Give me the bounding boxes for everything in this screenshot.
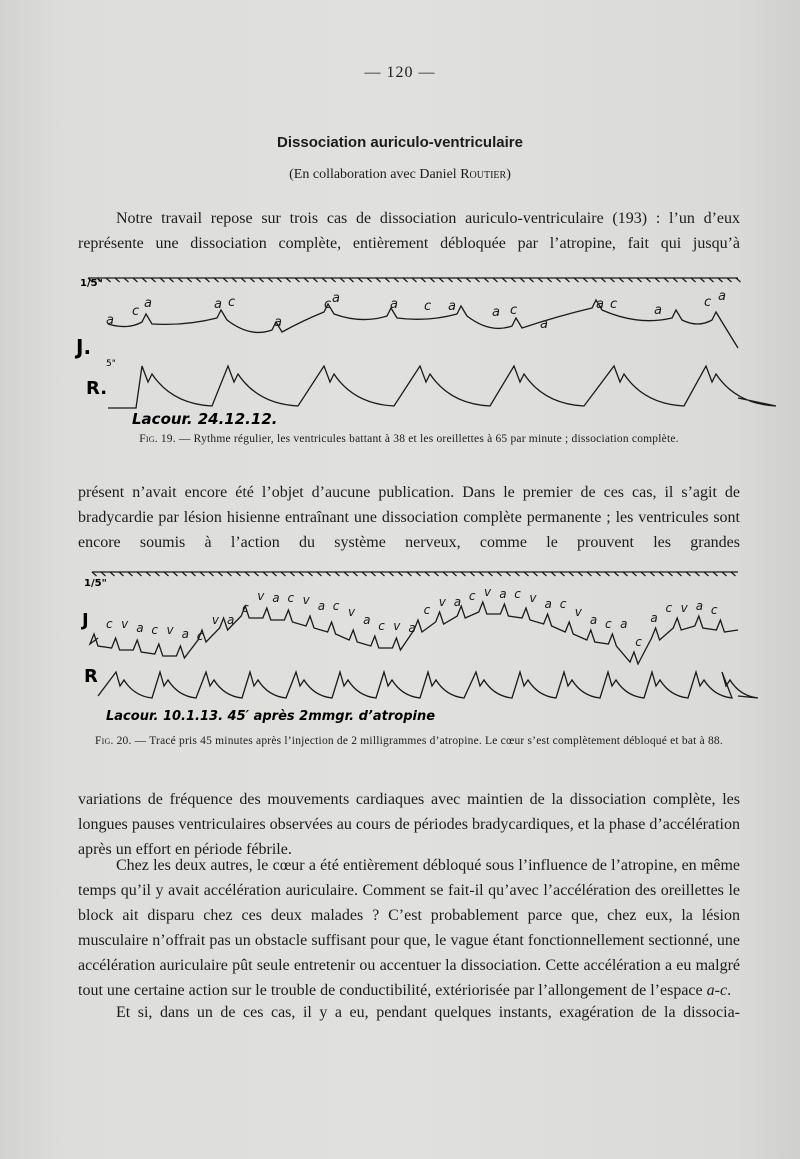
wave-letter-a: a xyxy=(144,296,152,311)
subtitle-prefix: (En collaboration avec Daniel xyxy=(289,167,461,182)
wave-letter-group xyxy=(106,289,726,332)
wave-letter-a: a xyxy=(448,299,456,314)
wave-letter-c: c xyxy=(635,635,642,649)
wave-letter-c: c xyxy=(106,617,113,631)
paragraph-2: présent n’avait encore été l’objet d’aucune publication. Dans le premier de ces cas, il s’agit de bradycardie par lésion hisienne entraînant une dissociation complète permanente ; les ventricules sont encore soumis à l’action du système nerveux, comme le prouvent les grandes xyxy=(78,484,740,551)
wave-letter-a: a xyxy=(390,297,398,312)
wave-letter-c: c xyxy=(242,601,249,615)
wave-letter-c: c xyxy=(665,601,673,615)
radial-label: R xyxy=(84,666,98,687)
time-tick-line xyxy=(88,278,741,282)
wave-letter-v: v xyxy=(302,593,310,607)
time-tick-line xyxy=(92,572,738,576)
time-track-label: 1/5" xyxy=(80,278,103,289)
handwritten-annotation: Lacour. 10.1.13. 45′ après 2mmgr. d’atropine xyxy=(106,709,436,724)
wave-letter-a: a xyxy=(136,621,144,635)
wave-letter-a: a xyxy=(214,297,222,312)
figure-19-tracing xyxy=(78,270,740,428)
wave-letter-a: a xyxy=(408,621,416,635)
jugular-label: J xyxy=(82,610,89,631)
figure-19-caption-text: — Rythme régulier, les ventricules battant à 38 et les oreillettes à 65 par minute ; dissociation complète. xyxy=(175,433,679,445)
wave-letter-a: a xyxy=(718,289,726,304)
wave-letter-c: c xyxy=(287,591,295,605)
wave-letter-a: a xyxy=(544,597,552,611)
wave-letter-c: c xyxy=(704,295,712,310)
wave-letter-c: c xyxy=(151,623,159,637)
wave-letter-a: a xyxy=(317,599,326,613)
wave-letter-c: c xyxy=(228,295,236,310)
wave-letter-a: a xyxy=(227,613,235,627)
wave-letter-a: a xyxy=(363,613,371,627)
wave-letter-a: a xyxy=(492,305,500,320)
figure-19-label: Fig. 19. xyxy=(139,433,176,445)
time-track-label: 1/5" xyxy=(84,578,107,589)
collaborator-name: Routier xyxy=(460,167,507,182)
wave-letter-c: c xyxy=(424,299,432,314)
wave-letter-c: c xyxy=(510,303,518,318)
wave-letter-c: c xyxy=(559,597,567,611)
wave-letter-v: v xyxy=(484,585,492,599)
paragraph-1: Notre travail repose sur trois cas de dissociation auriculo-ventriculaire (193) : l’un d’eux représente une dissociation complète, entièrement débloquée par l’atropine, fait qui jusqu’à xyxy=(78,210,740,252)
jugular-label: J. xyxy=(76,335,92,359)
wave-letter-a: a xyxy=(650,611,658,625)
wave-letter-v: v xyxy=(121,617,129,631)
wave-letter-a: a xyxy=(332,291,340,306)
wave-letter-c: c xyxy=(514,587,521,601)
wave-letter-v: v xyxy=(680,601,688,615)
wave-letter-c: c xyxy=(610,297,618,312)
figure-19-svg xyxy=(78,270,740,428)
wave-letter-a: a xyxy=(540,317,548,332)
wave-letter-c: c xyxy=(196,629,204,643)
wave-letter-c: c xyxy=(378,619,385,633)
radial-label: R. xyxy=(86,378,108,399)
wave-letter-c: c xyxy=(324,297,332,312)
ac-interval-term: a-c xyxy=(706,982,728,999)
collaboration-note xyxy=(0,167,800,183)
paragraph-4 xyxy=(78,853,740,1003)
wave-letter-v: v xyxy=(348,605,356,619)
wave-letter-v: v xyxy=(574,605,582,619)
wave-letter-a: a xyxy=(499,587,507,601)
wave-letter-v: v xyxy=(438,595,446,609)
wave-letter-v: v xyxy=(529,591,537,605)
wave-letter-a: a xyxy=(106,313,114,328)
wave-letter-a: a xyxy=(596,297,604,312)
wave-letter-a: a xyxy=(654,303,662,318)
wave-letter-v: v xyxy=(166,623,174,637)
subtitle-suffix: ) xyxy=(506,167,511,182)
section-title: Dissociation auriculo-ventriculaire xyxy=(277,134,523,151)
paragraph-3: variations de fréquence des mouvements cardiaques avec maintien de la dissociation complète, les longues pauses ventriculaires observées au cours de périodes bradycardiques, et la phase d’accélération après un effort en période fébrile. xyxy=(78,791,740,858)
wave-letter-group xyxy=(106,585,718,649)
wave-letter-c: c xyxy=(132,304,140,319)
figure-20-svg xyxy=(78,564,740,726)
figure-20-caption xyxy=(78,734,740,748)
paragraph-5: Et si, dans un de ces cas, il y a eu, pendant quelques instants, exagération de la dissocia- xyxy=(116,1004,740,1021)
figure-20-tracing xyxy=(78,564,740,726)
wave-letter-c: c xyxy=(468,589,476,603)
paragraph-4-end: . xyxy=(727,982,732,999)
wave-letter-c: c xyxy=(710,603,718,617)
jugular-pulse-trace xyxy=(108,300,738,348)
radial-pulse-trace xyxy=(108,366,776,408)
figure-20-caption-text: — Tracé pris 45 minutes après l’injection de 2 milligrammes d’atropine. Le cœur s’est complètement débloqué et bat à 88. xyxy=(131,735,723,747)
wave-letter-a: a xyxy=(272,591,280,605)
time-marker-track xyxy=(92,572,738,576)
wave-letter-a: a xyxy=(453,595,462,609)
page-number: — 120 — xyxy=(364,64,436,81)
wave-letter-c: c xyxy=(332,599,340,613)
figure-19-caption xyxy=(78,432,740,446)
wave-letter-a: a xyxy=(589,613,598,627)
handwritten-annotation: Lacour. 24.12.12. xyxy=(132,410,278,428)
wave-letter-c: c xyxy=(423,603,431,617)
wave-letter-v: v xyxy=(211,613,220,627)
wave-letter-a: a xyxy=(274,315,282,330)
radial-pulse-trace xyxy=(98,672,758,698)
wave-letter-a: a xyxy=(181,627,189,641)
wave-letter-v: v xyxy=(257,589,265,603)
paragraph-4-main: Chez les deux autres, le cœur a été entièrement débloqué sous l’influence de l’atropine, en même temps qu’il y avait accélération auriculaire. Comment se fait-il qu’avec l’accélération des oreillettes le block ait disparu chez ces deux malades ? C’est probablement parce que, chez eux, la lésion musculaire n’offrait pas un obstacle suffisant pour que, le vague étant fonctionnellement sectionné, une accélération auriculaire pût seule entretenir ou accentuer la dissociation. Cette accélération a eu malgré tout une certaine action sur le trouble de conductibilité, extériorisée par l’allongement de l’espace xyxy=(78,857,740,999)
wave-letter-a: a xyxy=(620,617,628,631)
time-marker-track xyxy=(88,278,741,282)
wave-letter-c: c xyxy=(605,617,612,631)
wave-letter-a: a xyxy=(695,599,704,613)
seconds-tick-label: 5" xyxy=(106,359,116,369)
wave-letter-v: v xyxy=(393,619,401,633)
figure-20-label: Fig. 20. xyxy=(95,735,132,747)
